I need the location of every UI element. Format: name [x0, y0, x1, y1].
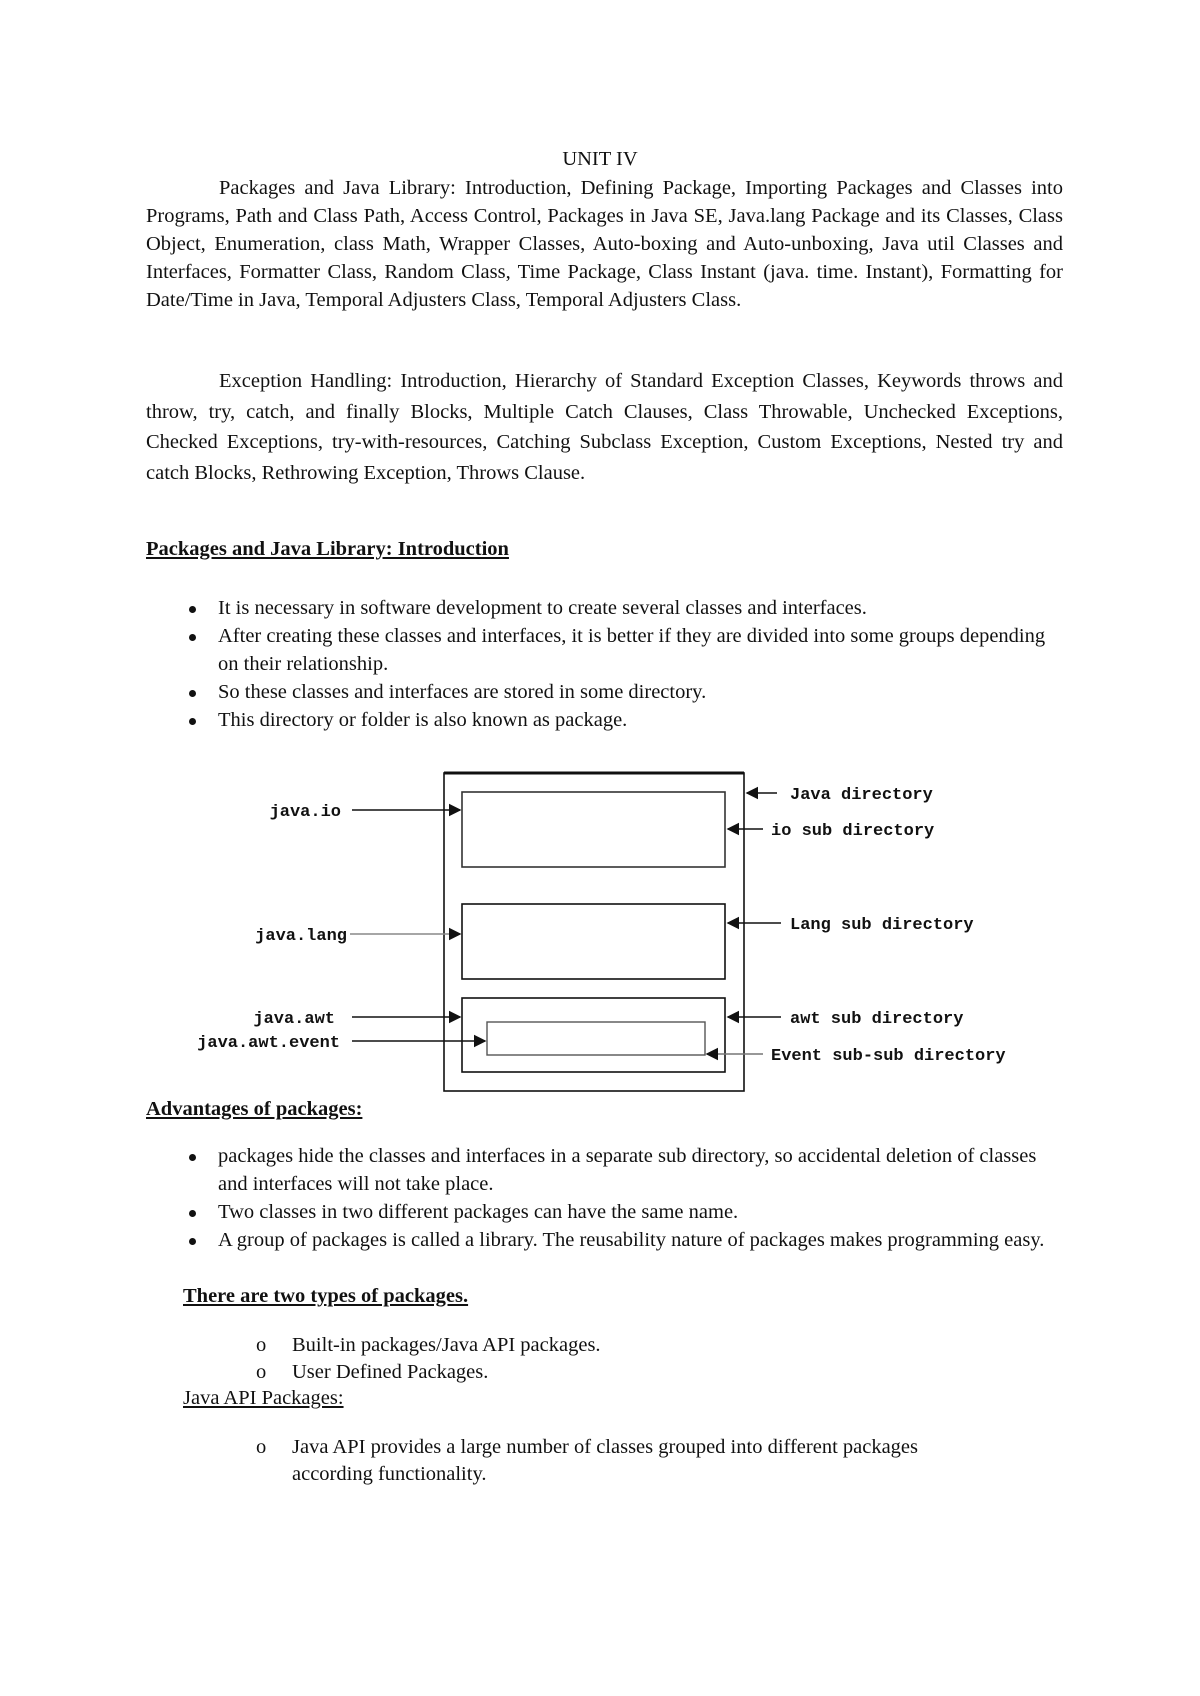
diagram-label-java-awt-event: java.awt.event	[197, 1034, 340, 1053]
java-api-heading: Java API Packages:	[183, 1387, 344, 1409]
java-api-list	[256, 1434, 956, 1488]
lang-subdirectory-box	[462, 904, 725, 979]
diagram-label-io-subdirectory: io sub directory	[771, 822, 935, 841]
diagram-label-java-awt: java.awt	[253, 1010, 335, 1029]
event-subsubdirectory-box	[487, 1022, 705, 1055]
package-types-heading: There are two types of packages.	[183, 1285, 469, 1307]
io-subdirectory-box	[462, 792, 725, 867]
list-item: o Java API provides a large number of classes grouped into different packages according functionality.	[256, 1434, 956, 1488]
packages-syllabus-paragraph: Packages and Java Library: Introduction, Defining Package, Importing Packages and Classes into Programs, Path and Class Path, Access Control, Packages in Java SE, Java.lang Package and its Classes, Class Object, Enumeration, class Math, Wrapper Classes, Auto-boxing and Auto-unboxing, Java util Classes and Interfaces, Formatter Class, Random Class, Time Package, Class Instant (java. time. Instant), Formatting for Date/Time in Java, Temporal Adjusters Class, Temporal Adjusters Class.	[146, 177, 1063, 311]
diagram-label-awt-subdirectory: awt sub directory	[790, 1010, 964, 1029]
intro-heading: Packages and Java Library: Introduction	[146, 538, 509, 560]
diagram-label-java-directory: Java directory	[790, 786, 933, 805]
diagram-label-java-io: java.io	[269, 803, 341, 822]
list-item: After creating these classes and interfaces, it is better if they are divided into some groups depending on their relationship.	[189, 622, 1049, 678]
list-item: It is necessary in software development to create several classes and interfaces.	[189, 594, 1049, 622]
package-types-list	[256, 1332, 1016, 1386]
awt-subdirectory-box	[462, 998, 725, 1072]
list-item: A group of packages is called a library. The reusability nature of packages makes programming easy.	[189, 1226, 1049, 1254]
list-item: packages hide the classes and interfaces in a separate sub directory, so accidental deletion of classes and interfaces will not take place.	[189, 1142, 1049, 1198]
unit-title: UNIT IV	[562, 148, 638, 170]
advantages-bullet-list	[189, 1142, 1049, 1254]
diagram-label-lang-subdirectory: Lang sub directory	[790, 916, 974, 935]
list-item: o User Defined Packages.	[256, 1359, 1016, 1386]
exceptions-syllabus-paragraph: Exception Handling: Introduction, Hierarchy of Standard Exception Classes, Keywords throws and throw, try, catch, and finally Blocks, Multiple Catch Clauses, Class Throwable, Unchecked Exceptions, Checked Exceptions, try-with-resources, Catching Subclass Exception, Custom Exceptions, Nested try and catch Blocks, Rethrowing Exception, Throws Clause.	[146, 370, 1063, 484]
list-item: This directory or folder is also known as package.	[189, 706, 1049, 734]
list-item: Two classes in two different packages can have the same name.	[189, 1198, 1049, 1226]
advantages-heading: Advantages of packages:	[146, 1098, 363, 1120]
diagram-label-event-subsubdirectory: Event sub-sub directory	[771, 1047, 1006, 1066]
list-item: o Built-in packages/Java API packages.	[256, 1332, 1016, 1359]
java-directory-box	[444, 773, 744, 1091]
diagram-label-java-lang: java.lang	[255, 927, 347, 946]
list-item: So these classes and interfaces are stored in some directory.	[189, 678, 1049, 706]
